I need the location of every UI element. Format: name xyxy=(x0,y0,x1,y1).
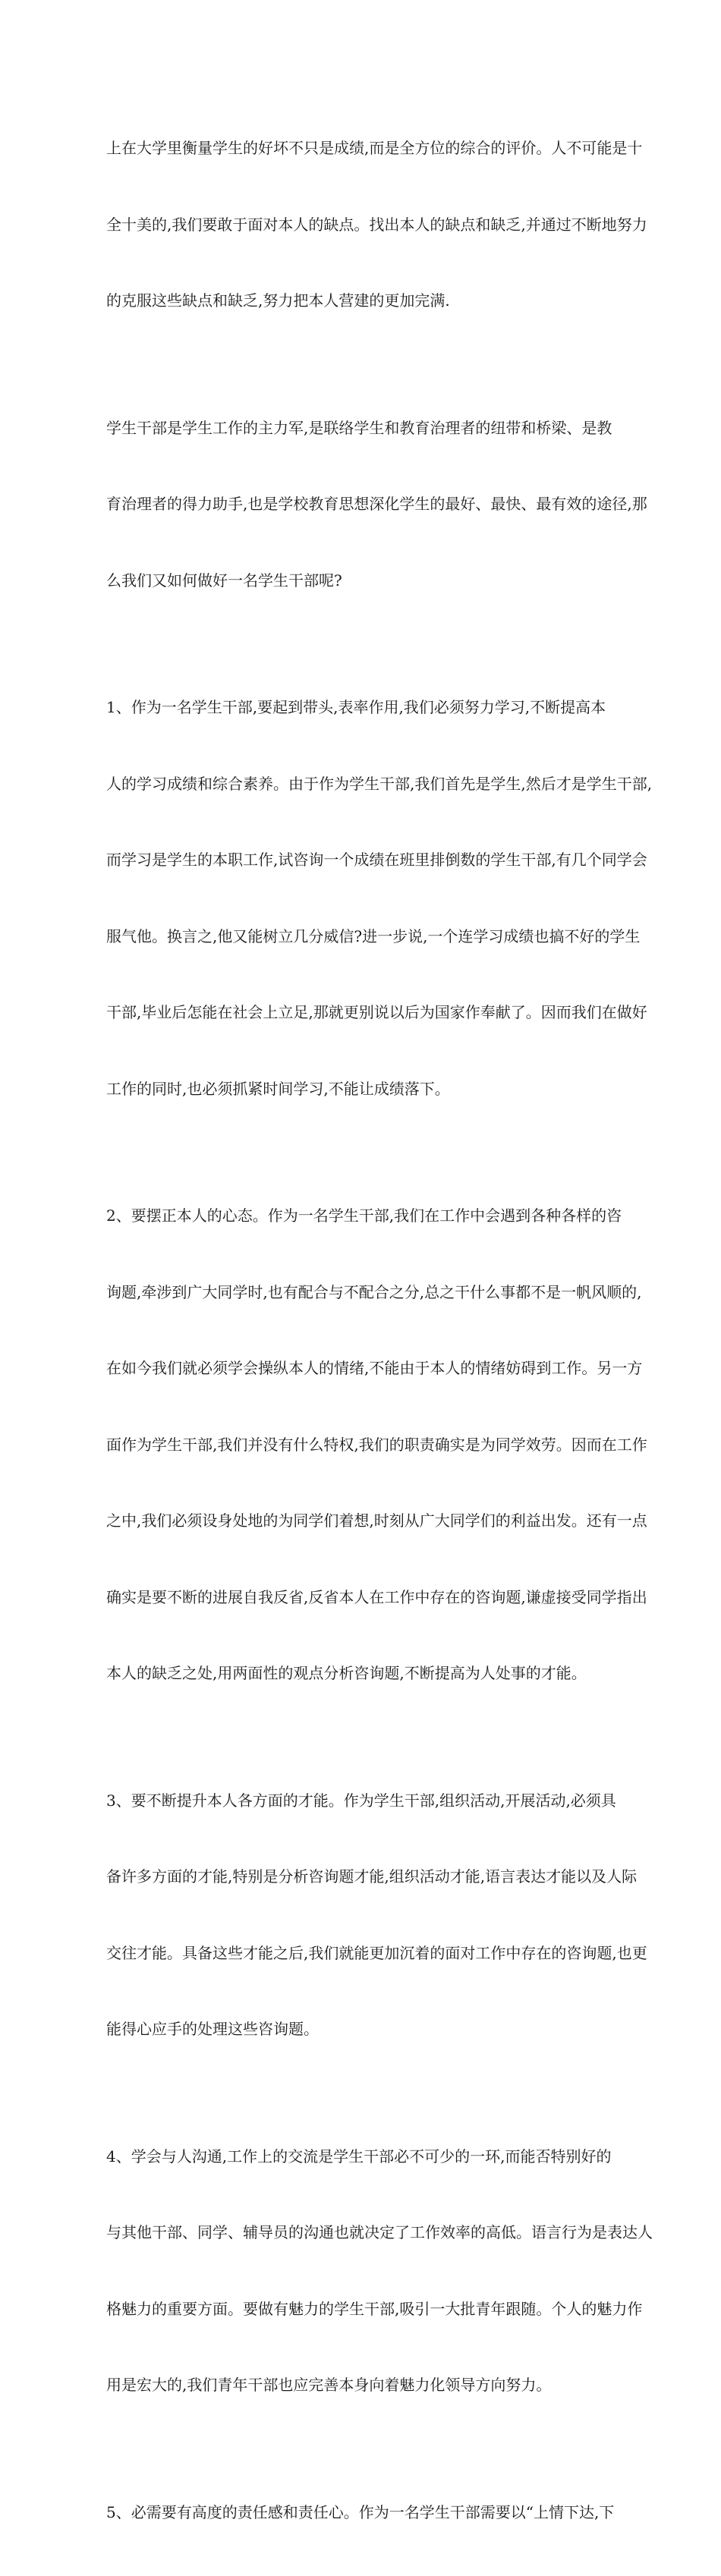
text-line: 么我们又如何做好一名学生干部呢? xyxy=(106,568,619,594)
paragraph-intro-continued xyxy=(106,85,619,365)
text-line: 4、学会与人沟通,工作上的交流是学生干部必不可少的一环,而能否特别好的 xyxy=(106,2144,619,2170)
text-line: 而学习是学生的本职工作,试咨询一个成绩在班里排倒数的学生干部,有几个同学会 xyxy=(106,848,619,873)
paragraph-point-3 xyxy=(106,1738,619,2093)
document-page xyxy=(0,0,721,933)
paragraph-point-5 xyxy=(106,2449,619,2576)
text-line: 育治理者的得力助手,也是学校教育思想深化学生的最好、最快、最有效的途径,那 xyxy=(106,492,619,517)
text-line: 备许多方面的才能,特别是分析咨询题才能,组织活动才能,语言表达才能以及人际 xyxy=(106,1864,619,1890)
paragraph-point-1 xyxy=(106,644,619,1153)
text-line: 询题,牵涉到广大同学时,也有配合与不配合之分,总之干什么事都不是一帆风顺的, xyxy=(106,1280,619,1306)
text-line: 与其他干部、同学、辅导员的沟通也就决定了工作效率的高低。语言行为是表达人 xyxy=(106,2220,619,2246)
text-line: 交往才能。具备这些才能之后,我们就能更加沉着的面对工作中存在的咨询题,也更 xyxy=(106,1941,619,1967)
document-body xyxy=(106,85,619,2576)
text-line: 面作为学生干部,我们并没有什么特权,我们的职责确实是为同学效劳。因而在工作 xyxy=(106,1433,619,1458)
text-line: 3、要不断提升本人各方面的才能。作为学生干部,组织活动,开展活动,必须具 xyxy=(106,1788,619,1814)
text-line: 确实是要不断的进展自我反省,反省本人在工作中存在的咨询题,谦虚接受同学指出 xyxy=(106,1585,619,1611)
text-line: 干部,毕业后怎能在社会上立足,那就更别说以后为国家作奉献了。因而我们在做好 xyxy=(106,1000,619,1026)
text-line: 在如今我们就必须学会操纵本人的情绪,不能由于本人的情绪妨碍到工作。另一方 xyxy=(106,1356,619,1382)
text-line: 5、必需要有高度的责任感和责任心。作为一名学生干部需要以“上情下达,下 xyxy=(106,2500,619,2526)
text-line: 服气他。换言之,他又能树立几分威信?进一步说,一个连学习成绩也搞不好的学生 xyxy=(106,924,619,950)
paragraph-student-cadre xyxy=(106,365,619,645)
text-line: 用是宏大的,我们青年干部也应完善本身向着魅力化领导方向努力。 xyxy=(106,2373,619,2398)
paragraph-point-4 xyxy=(106,2093,619,2449)
text-line: 1、作为一名学生干部,要起到带头,表率作用,我们必须努力学习,不断提高本 xyxy=(106,695,619,721)
text-line: 人的学习成绩和综合素养。由于作为学生干部,我们首先是学生,然后才是学生干部, xyxy=(106,772,619,797)
text-line: 2、要摆正本人的心态。作为一名学生干部,我们在工作中会遇到各种各样的咨 xyxy=(106,1203,619,1229)
text-line: 学生干部是学生工作的主力军,是联络学生和教育治理者的纽带和桥梁、是教 xyxy=(106,416,619,442)
text-line: 全十美的,我们要敢于面对本人的缺点。找出本人的缺点和缺乏,并通过不断地努力 xyxy=(106,212,619,238)
text-line: 格魅力的重要方面。要做有魅力的学生干部,吸引一大批青年跟随。个人的魅力作 xyxy=(106,2297,619,2323)
paragraph-point-2 xyxy=(106,1153,619,1738)
text-line: 工作的同时,也必须抓紧时间学习,不能让成绩落下。 xyxy=(106,1077,619,1102)
text-line: 之中,我们必须设身处地的为同学们着想,时刻从广大同学们的利益出发。还有一点 xyxy=(106,1508,619,1534)
text-line: 的克服这些缺点和缺乏,努力把本人营建的更加完满. xyxy=(106,288,619,314)
text-line: 能得心应手的处理这些咨询题。 xyxy=(106,2017,619,2043)
text-line: 上在大学里衡量学生的好坏不只是成绩,而是全方位的综合的评价。人不可能是十 xyxy=(106,136,619,162)
text-line: 本人的缺乏之处,用两面性的观点分析咨询题,不断提高为人处事的才能。 xyxy=(106,1661,619,1687)
